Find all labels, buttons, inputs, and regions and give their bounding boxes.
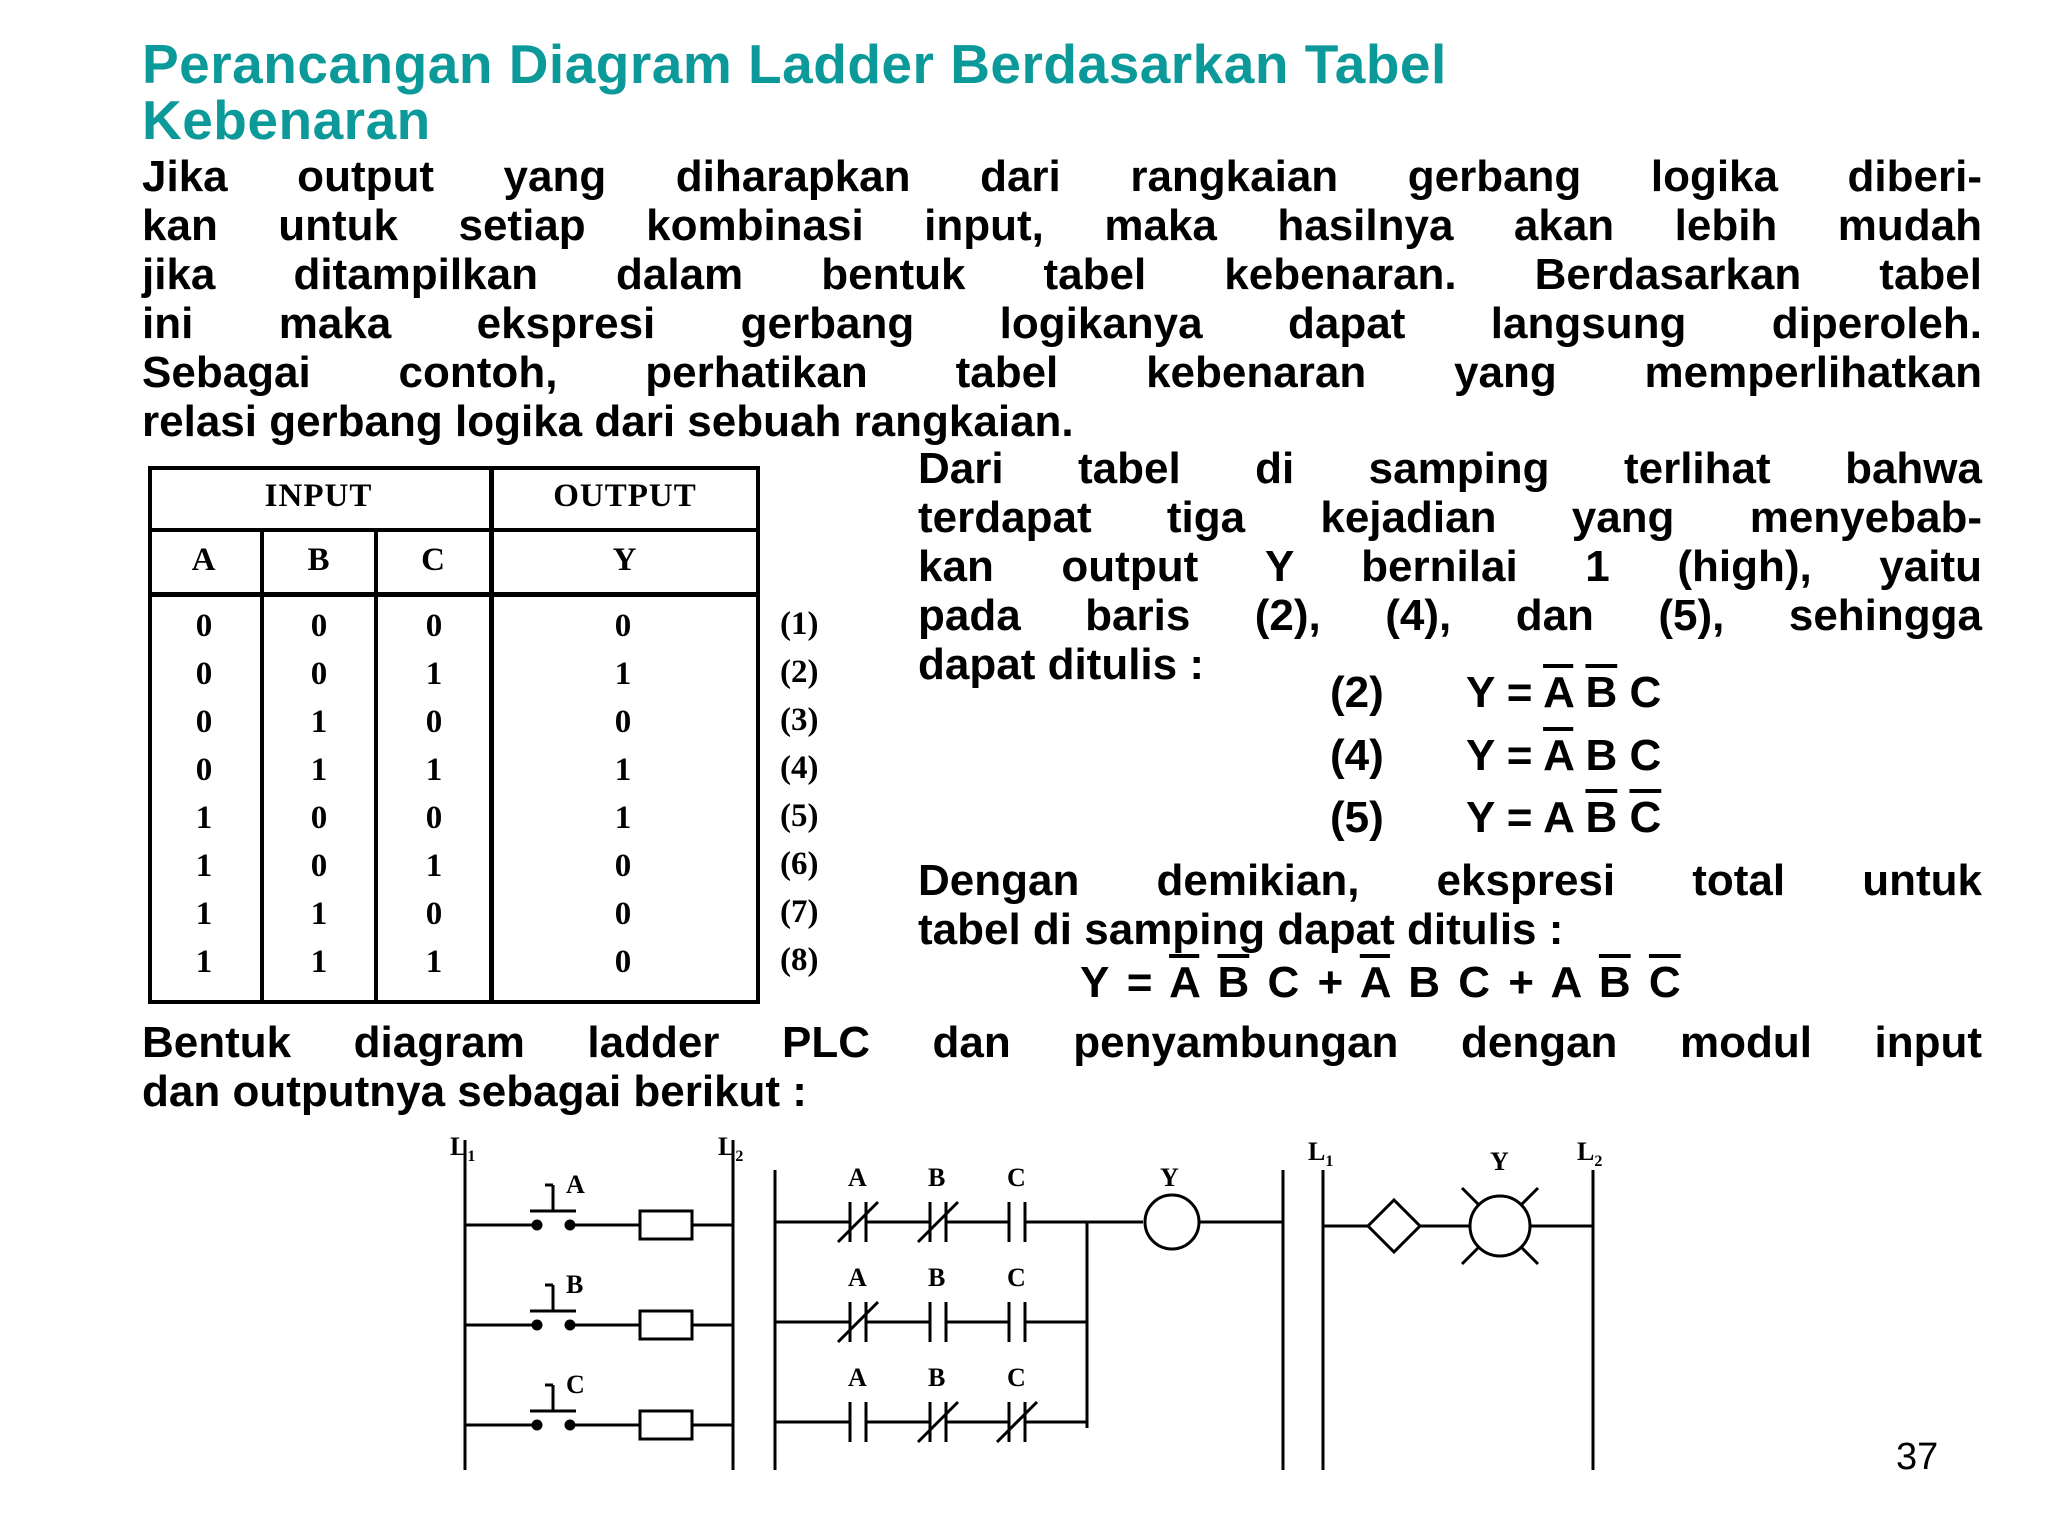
table-cell: 0 (195, 656, 213, 692)
intro-line: relasi gerbang logika dari sebuah rangkaian. (142, 397, 1074, 446)
table-cell: 1 (310, 752, 328, 788)
variable-b-inverted: $\overline{B}$ (1585, 793, 1618, 842)
input-label: A (566, 1170, 585, 1199)
equation-label: (2) (1330, 668, 1384, 717)
contact-label: C (1007, 1163, 1026, 1192)
table-cell: 1 (310, 896, 328, 932)
table-cell: 0 (195, 608, 213, 644)
lamp-ray (1521, 1188, 1538, 1205)
contact-dot (566, 1321, 574, 1329)
table-cell: 1 (425, 944, 443, 980)
slide-title-line-1: Perancangan Diagram Ladder Berdasarkan Tabel (142, 33, 1447, 95)
row-number: (5) (780, 798, 819, 834)
column-header-c: C (421, 542, 446, 578)
contact-label: B (928, 1363, 946, 1392)
lamp-ray (1462, 1247, 1479, 1264)
variable-c: C (1629, 668, 1662, 717)
total-equation: $Y = \overline{A}$ $\overline{B}$ $C + \overline{A}$ B C + A $\overline{B}$ $\overline{C}$ (1080, 958, 1681, 1007)
page-number: 37 (1896, 1436, 1939, 1478)
input-module-box (640, 1211, 692, 1239)
variable-c-inverted: $\overline{C}$ (1629, 793, 1662, 842)
contact-label: A (848, 1163, 867, 1192)
equation-label: (4) (1330, 731, 1384, 780)
table-cell: 0 (310, 848, 328, 884)
total-line: tabel di samping dapat ditulis : (918, 905, 1564, 954)
table-cell: 0 (614, 608, 632, 644)
explanation-line: dapat ditulis : (918, 640, 1204, 689)
table-cell: 1 (195, 848, 213, 884)
variable-b-inverted: $\overline{B}$ (1217, 958, 1250, 1007)
variable-a-inverted: $\overline{A}$ (1359, 958, 1390, 1007)
table-cell: 0 (310, 608, 328, 644)
table-cell: 0 (310, 656, 328, 692)
total-line: Dengan demikian, ekspresi total untuk (918, 856, 1982, 905)
variable-b: B (1408, 958, 1440, 1007)
variable-c: C (1458, 958, 1490, 1007)
row-number: (2) (780, 654, 819, 690)
intro-line: Jika output yang diharapkan dari rangkaian gerbang logika diberi- (142, 152, 1982, 201)
output-module-diamond (1368, 1200, 1420, 1252)
input-label: B (566, 1270, 584, 1299)
lamp-label: Y (1490, 1147, 1509, 1176)
contact-label: C (1007, 1363, 1026, 1392)
contact-label: B (928, 1263, 946, 1292)
output-coil-y (1145, 1195, 1199, 1249)
input-rail-l1-label: $L_1$ (450, 1132, 476, 1165)
output-rail-l2-label: $L_2$ (1577, 1137, 1603, 1170)
contact-dot (566, 1421, 574, 1429)
equation-expression: Y = A $\overline{B}$ $\overline{C}$ (1466, 793, 1662, 842)
input-label: C (566, 1370, 585, 1399)
intro-line: Sebagai contoh, perhatikan tabel kebenaran yang memperlihatkan (142, 348, 1982, 397)
row-number: (8) (780, 942, 819, 978)
column-header-y: Y (612, 542, 638, 578)
explanation-line: kan output Y bernilai 1 (high), yaitu (918, 542, 1982, 591)
table-cell: 1 (614, 800, 632, 836)
explanation-line: pada baris (2), (4), dan (5), sehingga (918, 591, 1982, 640)
variable-a: A (1543, 793, 1574, 842)
table-cell: 1 (614, 656, 632, 692)
equation-expression: $Y = \overline{A}$ B C (1466, 731, 1662, 780)
ladder-line: Bentuk diagram ladder PLC dan penyambungan dengan modul input (142, 1018, 1982, 1067)
column-header-b: B (307, 542, 331, 578)
table-cell: 1 (614, 752, 632, 788)
table-cell: 0 (614, 848, 632, 884)
variable-a-inverted: $\overline{A}$ (1543, 731, 1574, 780)
table-cell: 1 (195, 800, 213, 836)
table-cell: 1 (310, 704, 328, 740)
table-cell: 0 (195, 704, 213, 740)
variable-a-inverted: $\overline{A}$ (1169, 958, 1200, 1007)
coil-label: Y (1160, 1163, 1179, 1192)
variable-b-inverted: $\overline{B}$ (1598, 958, 1631, 1007)
variable-a-inverted: $\overline{A}$ (1543, 668, 1574, 717)
column-header-a: A (191, 542, 217, 578)
contact-label: C (1007, 1263, 1026, 1292)
table-cell: 0 (425, 608, 443, 644)
logic-rungs (775, 1163, 1087, 1442)
variable-a: A (1550, 958, 1581, 1007)
lamp-ray (1462, 1188, 1479, 1205)
contact-dot (533, 1321, 541, 1329)
input-module (465, 1170, 733, 1439)
table-cell: 0 (425, 896, 443, 932)
input-header: INPUT (264, 478, 373, 514)
table-cell: 1 (195, 896, 213, 932)
table-cell: 0 (425, 800, 443, 836)
contact-label: B (928, 1163, 946, 1192)
lamp-ray (1521, 1247, 1538, 1264)
table-cell: 1 (425, 752, 443, 788)
table-cell: 0 (425, 704, 443, 740)
table-cell: 1 (195, 944, 213, 980)
intro-line: ini maka ekspresi gerbang logikanya dapat langsung diperoleh. (142, 299, 1982, 348)
table-cell: 1 (310, 944, 328, 980)
row-number: (3) (780, 702, 819, 738)
table-cell: 1 (425, 656, 443, 692)
table-cell: 0 (614, 896, 632, 932)
row-number: (6) (780, 846, 819, 882)
row-number: (7) (780, 894, 819, 930)
explanation-line: Dari tabel di samping terlihat bahwa (918, 444, 1982, 493)
intro-line: kan untuk setiap kombinasi input, maka hasilnya akan lebih mudah (142, 201, 1982, 250)
contact-label: A (848, 1263, 867, 1292)
variable-b-inverted: $\overline{B}$ (1585, 668, 1618, 717)
row-number: (1) (780, 606, 819, 642)
contact-dot (533, 1221, 541, 1229)
row-number: (4) (780, 750, 819, 786)
variable-c: C (1629, 731, 1662, 780)
intro-line: jika ditampilkan dalam bentuk tabel kebenaran. Berdasarkan tabel (142, 250, 1982, 299)
variable-c: C (1267, 958, 1300, 1007)
table-cell: 1 (425, 848, 443, 884)
output-rail-l1-label: $L_1$ (1308, 1137, 1334, 1170)
input-module-box (640, 1411, 692, 1439)
plus-operator: + (1317, 958, 1360, 1007)
input-module-box (640, 1311, 692, 1339)
variable-b: B (1585, 731, 1618, 780)
contact-dot (566, 1221, 574, 1229)
contact-dot (533, 1421, 541, 1429)
output-header: OUTPUT (553, 478, 697, 514)
explanation-line: terdapat tiga kejadian yang menyebab- (918, 493, 1982, 542)
plus-operator: + (1508, 958, 1551, 1007)
equation-label: (5) (1330, 793, 1384, 842)
variable-c-inverted: $\overline{C}$ (1648, 958, 1681, 1007)
table-cell: 0 (614, 944, 632, 980)
table-cell: 0 (310, 800, 328, 836)
slide-title-line-2: Kebenaran (142, 89, 431, 151)
table-cell: 0 (195, 752, 213, 788)
table-cell: 0 (614, 704, 632, 740)
input-rail-l2-label: $L_2$ (718, 1132, 744, 1165)
ladder-line: dan outputnya sebagai berikut : (142, 1067, 807, 1116)
equation-expression: $Y = \overline{A}$ $\overline{B}$ C (1466, 668, 1662, 717)
contact-label: A (848, 1363, 867, 1392)
